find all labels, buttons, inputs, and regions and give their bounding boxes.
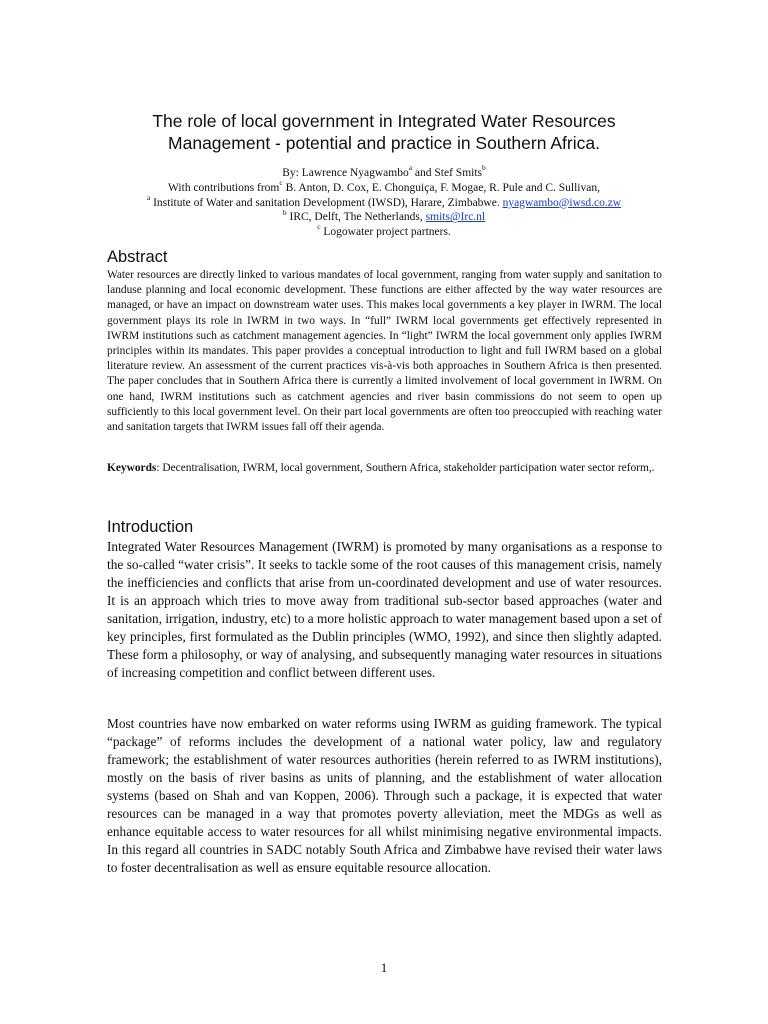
authors-middle: and Stef Smits [412, 167, 483, 179]
abstract-heading: Abstract [107, 248, 168, 266]
abstract-body: Water resources are directly linked to various mandates of local government, ranging from water supply and sanitation to landuse planning and local economic development. These functions are either affected by the way water resources are managed, or have an impact on downstream water uses. This makes local governments a key player in IWRM. The local government plays its role in IWRM in two ways. In “full” IWRM local governments get effectively represented in IWRM institutions such as catchment management agencies. In “light” IWRM the local government only applies IWRM principles within its mandates. This paper provides a conceptual introduction to light and full IWRM based on a global literature review. An assessment of the current practices vis-à-vis both approaches in Southern Africa is then presented. The paper concludes that in Southern Africa there is currently a limited involvement of local government in IWRM. On one hand, IWRM institutions such as catchment agencies and river basin commissions do not seem to open up sufficiently to this local government level. On their part local governments are often too preoccupied with reaching water and sanitation targets that IWRM issues fall off their agenda. [107, 269, 662, 434]
affiliation-b [60, 207, 708, 225]
affiliation-b-text: IRC, Delft, The Netherlands, [286, 211, 426, 224]
contributions-prefix: With contributions from [168, 181, 280, 194]
authors-sup-b: b [482, 163, 486, 173]
title-line-1: The role of local government in Integrated Water Resources [152, 111, 616, 131]
affiliation-a [60, 192, 708, 211]
introduction-paragraph-2: Most countries have now embarked on water reforms using IWRM as guiding framework. The typical “package” of reforms includes the development of a national water policy, law and regulatory framework; the establishment of water resources authorities (herein referred to as IWRM institutions), mostly on the basis of river basins as units of planning, and the establishment of water allocation systems (based on Shah and van Koppen, 2006). Through such a package, it is expected that water resources can be managed in a way that promotes poverty alleviation, meet the MDGs as well as enhance equitable access to water resources for all whilst minimising negative environmental impacts. In this regard all countries in SADC notably South Africa and Zimbabwe have revised their water laws to foster decentralisation as well as ensure equitable resource allocation. [107, 716, 662, 875]
affiliation-a-text: Institute of Water and sanitation Development (IWSD), Harare, Zimbabwe. [150, 196, 503, 209]
introduction-paragraph-1: Integrated Water Resources Management (IWRM) is promoted by many organisations as a response to the so-called “water crisis”. It seeks to tackle some of the root causes of this management crisis, namely the inefficiencies and conflicts that arise from un-coordinated development and use of water resources. It is an approach which tries to move away from traditional sub-sector based approaches (water and sanitation, irrigation, industry, etc) to a more holistic approach to water management based upon a set of key principles, first formulated as the Dublin principles (WMO, 1992), and since then slightly adapted. These form a philosophy, or way of analysing, and subsequently managing water resources in situations of increasing competition and conflict between different uses. [107, 539, 662, 680]
introduction-heading: Introduction [107, 518, 194, 536]
keywords-text: : Decentralisation, IWRM, local government, Southern Africa, stakeholder participation water sector reform,. [156, 462, 655, 474]
affiliation-c [60, 222, 708, 240]
affiliation-b-sup: b [282, 207, 287, 217]
authors-line [60, 163, 708, 181]
contributions-sup: c [279, 177, 283, 187]
authors-prefix: By: Lawrence Nyagwambo [282, 167, 409, 179]
author-block [60, 163, 708, 240]
keywords-paragraph [107, 461, 662, 476]
keywords-label: Keywords [107, 462, 157, 474]
title-line-2: Management - potential and practice in Southern Africa. [168, 133, 600, 153]
affiliation-a-sup: a [146, 192, 151, 202]
email-link-smits[interactable]: smits@Irc.nl [425, 211, 486, 224]
affiliation-c-sup: c [317, 222, 321, 232]
paper-title [80, 110, 688, 154]
contributions-line [60, 177, 708, 196]
authors-sup-a: a [408, 163, 413, 173]
contributions-names: B. Anton, D. Cox, E. Chonguiça, F. Mogae, R. Pule and C. Sullivan, [282, 181, 600, 194]
affiliation-c-text: Logowater project partners. [320, 226, 451, 239]
page-number: 1 [380, 960, 388, 975]
email-link-nyagwambo[interactable]: nyagwambo@iwsd.co.zw [502, 196, 622, 209]
